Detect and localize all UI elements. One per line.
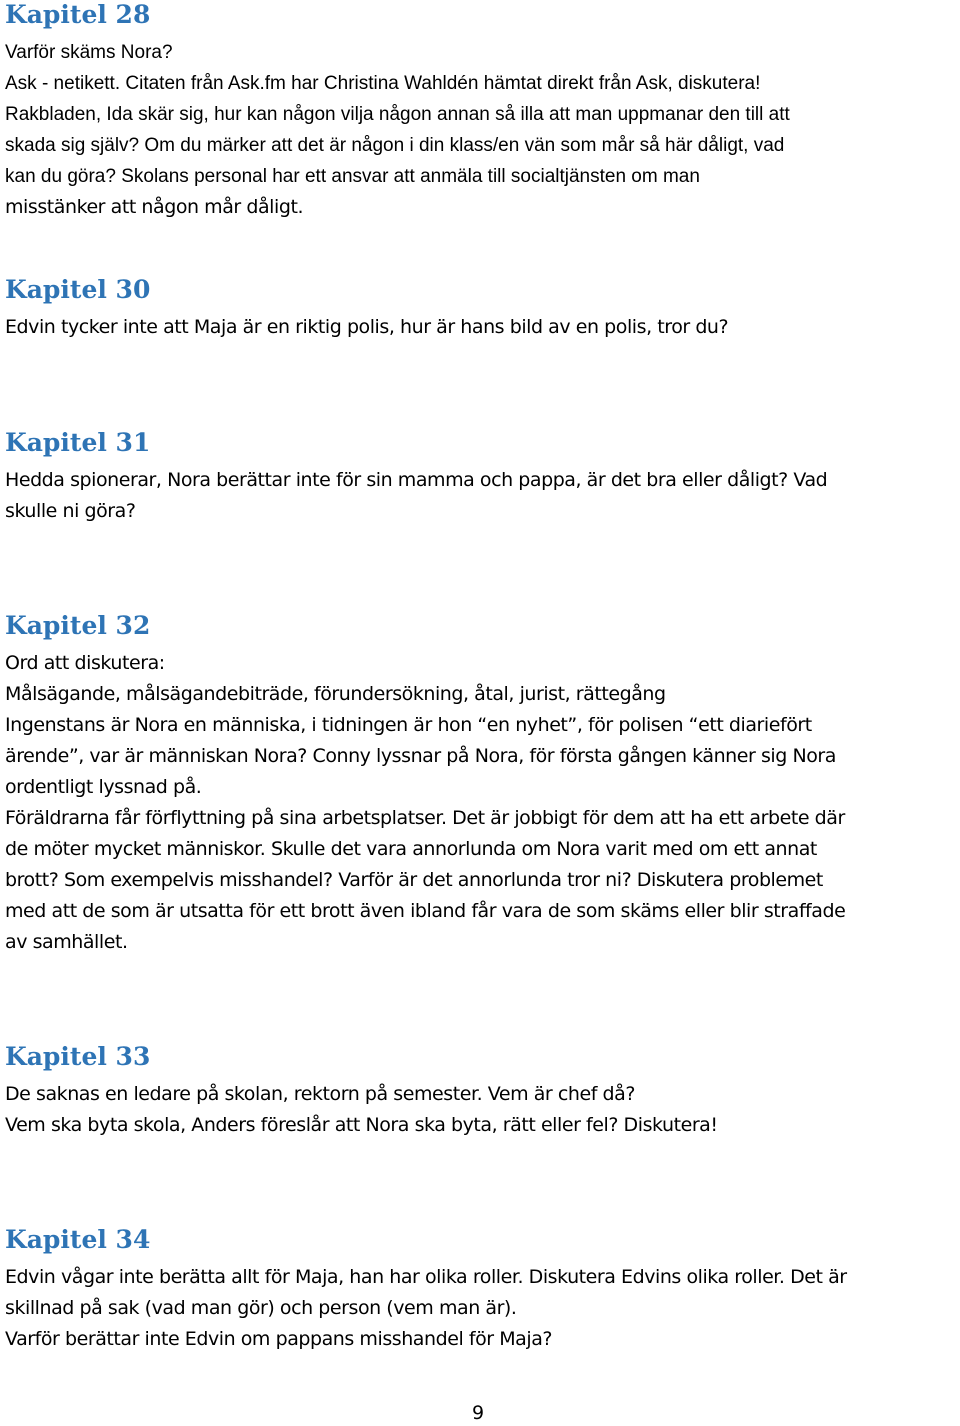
text-line: ordentligt lyssnad på. xyxy=(5,776,202,798)
text-line: skillnad på sak (vad man gör) och person (vem man är). xyxy=(5,1297,517,1319)
text-line: av samhället. xyxy=(5,931,128,953)
text-line: ärende”, var är människan Nora? Conny lyssnar på Nora, för första gången känner sig Nora xyxy=(5,745,836,767)
page-number: 9 xyxy=(472,1402,485,1424)
text-line: Föräldrarna får förflyttning på sina arbetsplatser. Det är jobbigt för dem att ha ett arbete där xyxy=(5,807,845,829)
text-line: Vem ska byta skola, Anders föreslår att Nora ska byta, rätt eller fel? Diskutera! xyxy=(5,1114,718,1136)
text-line: misstänker att någon mår dåligt. xyxy=(5,196,304,218)
text-line: skulle ni göra? xyxy=(5,500,136,522)
text-line: Rakbladen, Ida skär sig, hur kan någon vilja någon annan så illa att man uppmanar den till att xyxy=(5,104,790,125)
section-heading: Kapitel 28 xyxy=(5,0,151,29)
section-heading: Kapitel 33 xyxy=(5,1042,151,1071)
text-line: Varför skäms Nora? xyxy=(5,42,173,63)
text-line: Edvin tycker inte att Maja är en riktig polis, hur är hans bild av en polis, tror du? xyxy=(5,316,729,338)
text-line: Ask - netikett. Citaten från Ask.fm har Christina Wahldén hämtat direkt från Ask, diskutera! xyxy=(5,73,761,94)
section-heading: Kapitel 32 xyxy=(5,611,151,640)
text-line: de möter mycket människor. Skulle det vara annorlunda om Nora varit med om ett annat xyxy=(5,838,817,860)
text-line: med att de som är utsatta för ett brott även ibland får vara de som skäms eller blir straffade xyxy=(5,900,846,922)
text-line: De saknas en ledare på skolan, rektorn på semester. Vem är chef då? xyxy=(5,1083,635,1105)
section-heading: Kapitel 31 xyxy=(5,428,151,457)
section-heading: Kapitel 30 xyxy=(5,275,151,304)
text-line: Ord att diskutera: xyxy=(5,652,165,674)
text-line: Ingenstans är Nora en människa, i tidningen är hon “en nyhet”, för polisen “ett diariefört xyxy=(5,714,812,736)
section-heading: Kapitel 34 xyxy=(5,1225,151,1254)
text-line: Målsägande, målsägandebiträde, förundersökning, åtal, jurist, rättegång xyxy=(5,683,666,705)
text-line: kan du göra? Skolans personal har ett ansvar att anmäla till socialtjänsten om man xyxy=(5,166,700,187)
text-line: Varför berättar inte Edvin om pappans misshandel för Maja? xyxy=(5,1328,553,1350)
text-line: Edvin vågar inte berätta allt för Maja, han har olika roller. Diskutera Edvins olika roller. Det är xyxy=(5,1266,847,1288)
text-line: brott? Som exempelvis misshandel? Varför är det annorlunda tror ni? Diskutera problemet xyxy=(5,869,823,891)
text-line: Hedda spionerar, Nora berättar inte för sin mamma och pappa, är det bra eller dåligt? Vad xyxy=(5,469,828,491)
text-line: skada sig själv? Om du märker att det är någon i din klass/en vän som mår så här dåligt, vad xyxy=(5,135,785,156)
